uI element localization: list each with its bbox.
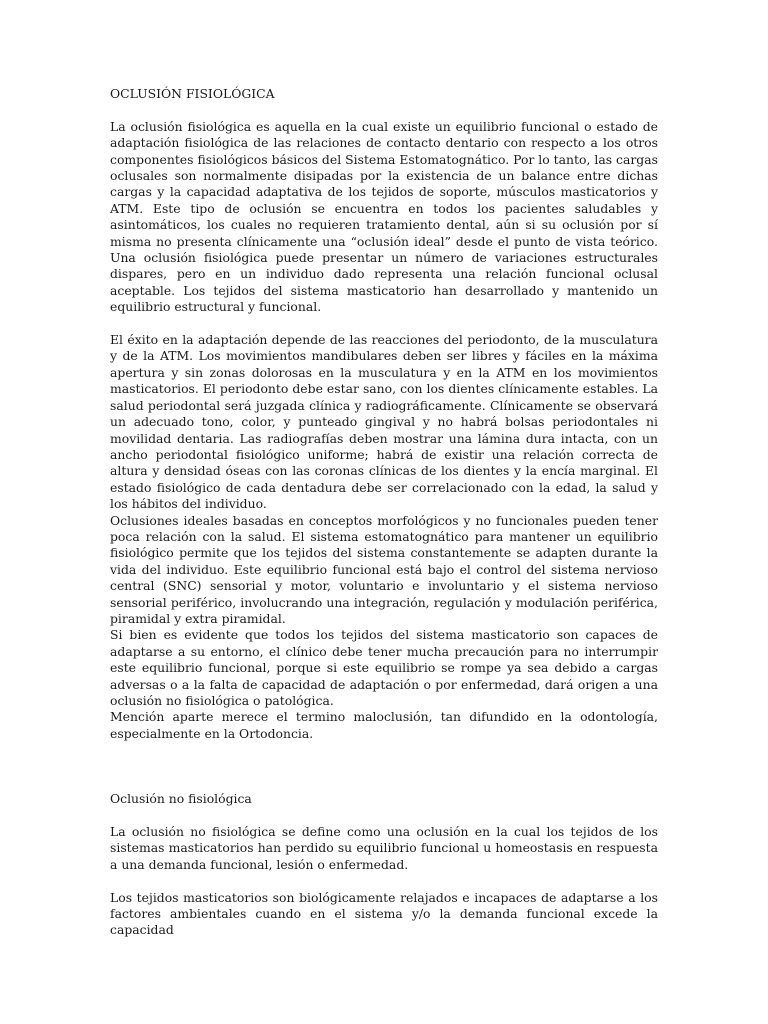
paragraph-malocclusion: Mención aparte merece el termino maloclusión, tan difundido en la odontología, especialmente en la Ortodoncia. [110,709,658,741]
section-heading: Oclusión no fisiológica [110,791,252,807]
paragraph-masticatory-tissues: Los tejidos masticatorios son biológicamente relajados e incapaces de adaptarse a los factores ambientales cuando en el sistema y/o la demanda funcional excede la capacidad [110,889,658,938]
spacer [110,316,658,332]
paragraph-adaptation: El éxito en la adaptación depende de las reacciones del periodonto, de la musculatura y de la ATM. Los movimientos mandibulares deben ser libres y fáciles en la máxima apertura y sin zonas dolorosas en la musculatura y en la ATM en los movimientos masticatorios. El periodonto debe estar sano, con los dientes clínicamente estables. La salud periodontal será juzgada clínica y radiográficamente. Clínicamente se observará un adecuado tono, color, y punteado gingival y no habrá bolsas periodontales ni movilidad dentaria. Las radiografías deben mostrar una lámina dura intacta, con un ancho periodontal fisiológico uniforme; habrá de existir una relación correcta de altura y densidad óseas con las coronas clínicas de los dientes y la encía marginal. El estado fisiológico de cada dentadura debe ser correlacionado con la edad, la salud y los hábitos del individuo. [110,332,658,512]
document-body [110,86,658,939]
spacer [110,102,658,118]
paragraph-definition: La oclusión fisiológica es aquella en la cual existe un equilibrio funcional o estado de adaptación fisiológica de las relaciones de contacto dentario con respecto a los otros componentes fisiológicos básicos del Sistema Estomatognático. Por lo tanto, las cargas oclusales son normalmente disipadas por la existencia de un balance entre dichas cargas y la capacidad adaptativa de los tejidos de soporte, músculos masticatorios y ATM. Este tipo de oclusión se encuentra en todos los pacientes saludables y asintomáticos, los cuales no requieren tratamiento dental, aún si su oclusión por sí misma no presenta clínicamente una “oclusión ideal” desde el punto de vista teórico. Una oclusión fisiológica puede presentar un número de variaciones estructurales dispares, pero en un individuo dado representa una relación funcional oclusal aceptable. Los tejidos del sistema masticatorio han desarrollado y mantenido un equilibrio estructural y funcional. [110,118,658,315]
document-title: OCLUSIÓN FISIOLÓGICA [110,86,275,101]
paragraph-non-physiological-definition: La oclusión no fisiológica se define como una oclusión en la cual los tejidos de los sistemas masticatorios han perdido su equilibrio funcional u homeostasis en respuesta a una demanda funcional, lesión o enfermedad. [110,824,658,872]
spacer [110,873,658,889]
paragraph-ideal-occlusions: Oclusiones ideales basadas en conceptos morfológicos y no funcionales pueden tener poca relación con la salud. El sistema estomatognático para mantener un equilibrio fisiológico permite que los tejidos del sistema constantemente se adapten durante la vida del individuo. Este equilibrio funcional está bajo el control del sistema nervioso central (SNC) sensorial y motor, voluntario e involuntario y el sistema nervioso sensorial periférico, involucrando una integración, regulación y modulación periférica, piramidal y extra piramidal. [110,512,658,626]
spacer [110,808,658,824]
spacer [110,742,658,791]
paragraph-adaptive-capacity: Si bien es evidente que todos los tejidos del sistema masticatorio son capaces de adaptarse a su entorno, el clínico debe tener mucha precaución para no interrumpir este equilibrio funcional, porque si este equilibrio se rompe ya sea debido a cargas adversas o a la falta de capacidad de adaptación o por enfermedad, dará origen a una oclusión no fisiológica o patológica. [110,627,658,708]
